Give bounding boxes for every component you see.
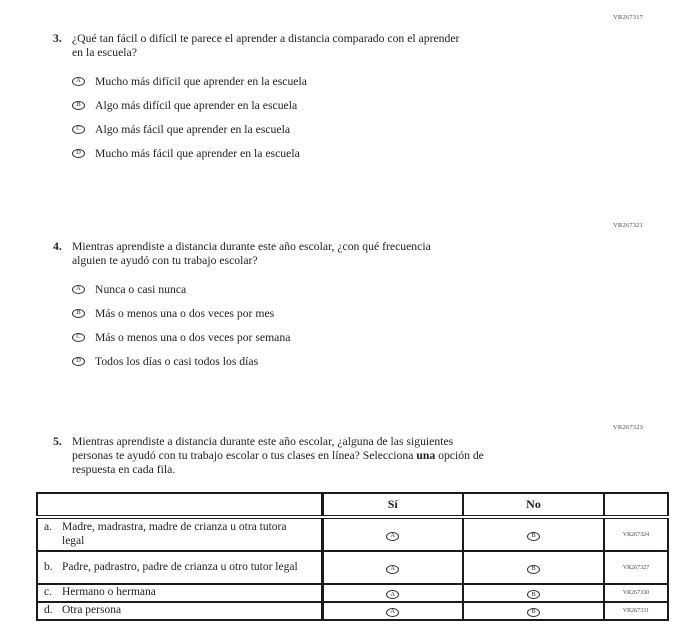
table-row-b	[37, 551, 668, 584]
row-c-yes-bubble[interactable]: A	[386, 590, 399, 599]
question-3-text-line-2: en la escuela?	[72, 46, 137, 59]
answer-bubble-a[interactable]: A	[72, 77, 85, 86]
question-4-head	[53, 240, 628, 268]
row-c-no-cell	[463, 584, 604, 602]
row-d-label-cell	[37, 602, 322, 620]
row-c-yes-cell	[322, 584, 463, 602]
option-label: Mucho más fácil que aprender en la escuela	[95, 146, 300, 160]
row-a-label-cell	[37, 517, 322, 551]
question-5-table	[36, 492, 669, 621]
question-5-bold-word: una	[416, 449, 436, 462]
question-3-option-b	[53, 93, 628, 117]
question-4-option-b	[53, 301, 628, 325]
row-c-letter: c.	[44, 586, 52, 599]
row-d-text: Otra persona	[62, 604, 122, 616]
answer-bubble-b[interactable]: B	[72, 101, 85, 110]
question-3	[53, 32, 628, 165]
question-5-text-line-1: Mientras aprendiste a distancia durante este año escolar, ¿alguna de las siguientes	[72, 435, 454, 448]
row-d-yes-bubble[interactable]: A	[386, 608, 399, 617]
row-b-label-cell	[37, 551, 322, 584]
question-3-text-line-1: ¿Qué tan fácil o difícil te parece el aprender a distancia comparado con el aprender	[72, 32, 460, 45]
row-d-yes-cell	[322, 602, 463, 620]
header-si: Sí	[322, 493, 463, 517]
question-5-line2-post: opción de	[438, 449, 484, 462]
question-5-text	[72, 435, 484, 477]
row-d-no-cell	[463, 602, 604, 620]
row-b-code: VR267327	[604, 551, 668, 584]
row-b-letter: b.	[44, 560, 53, 573]
row-a-yes-bubble[interactable]: A	[386, 532, 399, 541]
option-label: Más o menos una o dos veces por semana	[95, 330, 291, 344]
row-b-yes-bubble[interactable]: A	[386, 565, 399, 574]
answer-bubble-d[interactable]: D	[72, 149, 85, 158]
question-4-number: 4.	[53, 240, 62, 253]
row-a-no-bubble[interactable]: B	[527, 532, 540, 541]
row-b-no-bubble[interactable]: B	[527, 565, 540, 574]
question-4	[53, 240, 628, 373]
form-code-q4: VR267321	[613, 222, 644, 229]
row-c-no-bubble[interactable]: B	[527, 590, 540, 599]
table-row-d	[37, 602, 668, 620]
row-a-letter: a.	[44, 521, 52, 533]
question-3-head	[53, 32, 628, 60]
question-5-text-line-2	[72, 449, 484, 463]
question-5-line2-pre: personas te ayudó con tu trabajo escolar o tus clases en línea? Selecciona	[72, 449, 414, 462]
table-row-a	[37, 517, 668, 551]
question-4-option-d	[53, 349, 628, 373]
row-c-code: VR267330	[604, 584, 668, 602]
answer-bubble-d[interactable]: D	[72, 357, 85, 366]
question-4-options	[53, 277, 628, 373]
question-3-option-d	[53, 141, 628, 165]
question-3-text	[72, 32, 459, 60]
question-3-option-a	[53, 69, 628, 93]
option-label: Algo más fácil que aprender en la escuela	[95, 122, 291, 136]
row-d-code: VR267331	[604, 602, 668, 620]
answer-bubble-a[interactable]: A	[72, 285, 85, 294]
row-a-text: Madre, madrastra, madre de crianza u otra tutora legal	[62, 521, 287, 547]
row-b-yes-cell	[322, 551, 463, 584]
question-4-option-a	[53, 277, 628, 301]
row-b-text: Padre, padrastro, padre de crianza u otro tutor legal	[62, 560, 298, 573]
form-code-q5: VR267323	[613, 424, 644, 431]
row-a-yes-cell	[322, 517, 463, 551]
answer-bubble-c[interactable]: C	[72, 125, 85, 134]
option-label: Nunca o casi nunca	[95, 282, 187, 296]
question-4-text-line-1: Mientras aprendiste a distancia durante este año escolar, ¿con qué frecuencia	[72, 240, 431, 253]
question-3-options	[53, 69, 628, 165]
header-no: No	[463, 493, 604, 517]
row-b-no-cell	[463, 551, 604, 584]
header-empty-code	[604, 493, 668, 517]
row-d-letter: d.	[44, 604, 53, 616]
question-5-head	[53, 435, 628, 477]
row-c-label-cell	[37, 584, 322, 602]
row-d-no-bubble[interactable]: B	[527, 608, 540, 617]
question-4-text-line-2: alguien te ayudó con tu trabajo escolar?	[72, 254, 258, 267]
question-4-text	[72, 240, 431, 268]
question-5-number: 5.	[53, 435, 62, 448]
option-label: Algo más difícil que aprender en la escuela	[95, 98, 298, 112]
table-header-row	[37, 493, 668, 517]
answer-bubble-c[interactable]: C	[72, 333, 85, 342]
question-5-text-line-3: respuesta en cada fila.	[72, 463, 176, 476]
header-empty-label	[37, 493, 322, 517]
question-3-number: 3.	[53, 32, 62, 45]
question-3-option-c	[53, 117, 628, 141]
row-c-text: Hermano o hermana	[62, 586, 156, 599]
option-label: Todos los días o casi todos los días	[95, 354, 259, 368]
option-label: Mucho más difícil que aprender en la escuela	[95, 74, 307, 88]
answer-bubble-b[interactable]: B	[72, 309, 85, 318]
form-code-q3: VR267317	[613, 14, 644, 21]
row-a-no-cell	[463, 517, 604, 551]
table-row-c	[37, 584, 668, 602]
option-label: Más o menos una o dos veces por mes	[95, 306, 275, 320]
question-5	[53, 435, 628, 477]
row-a-code: VR267324	[604, 517, 668, 551]
question-4-option-c	[53, 325, 628, 349]
